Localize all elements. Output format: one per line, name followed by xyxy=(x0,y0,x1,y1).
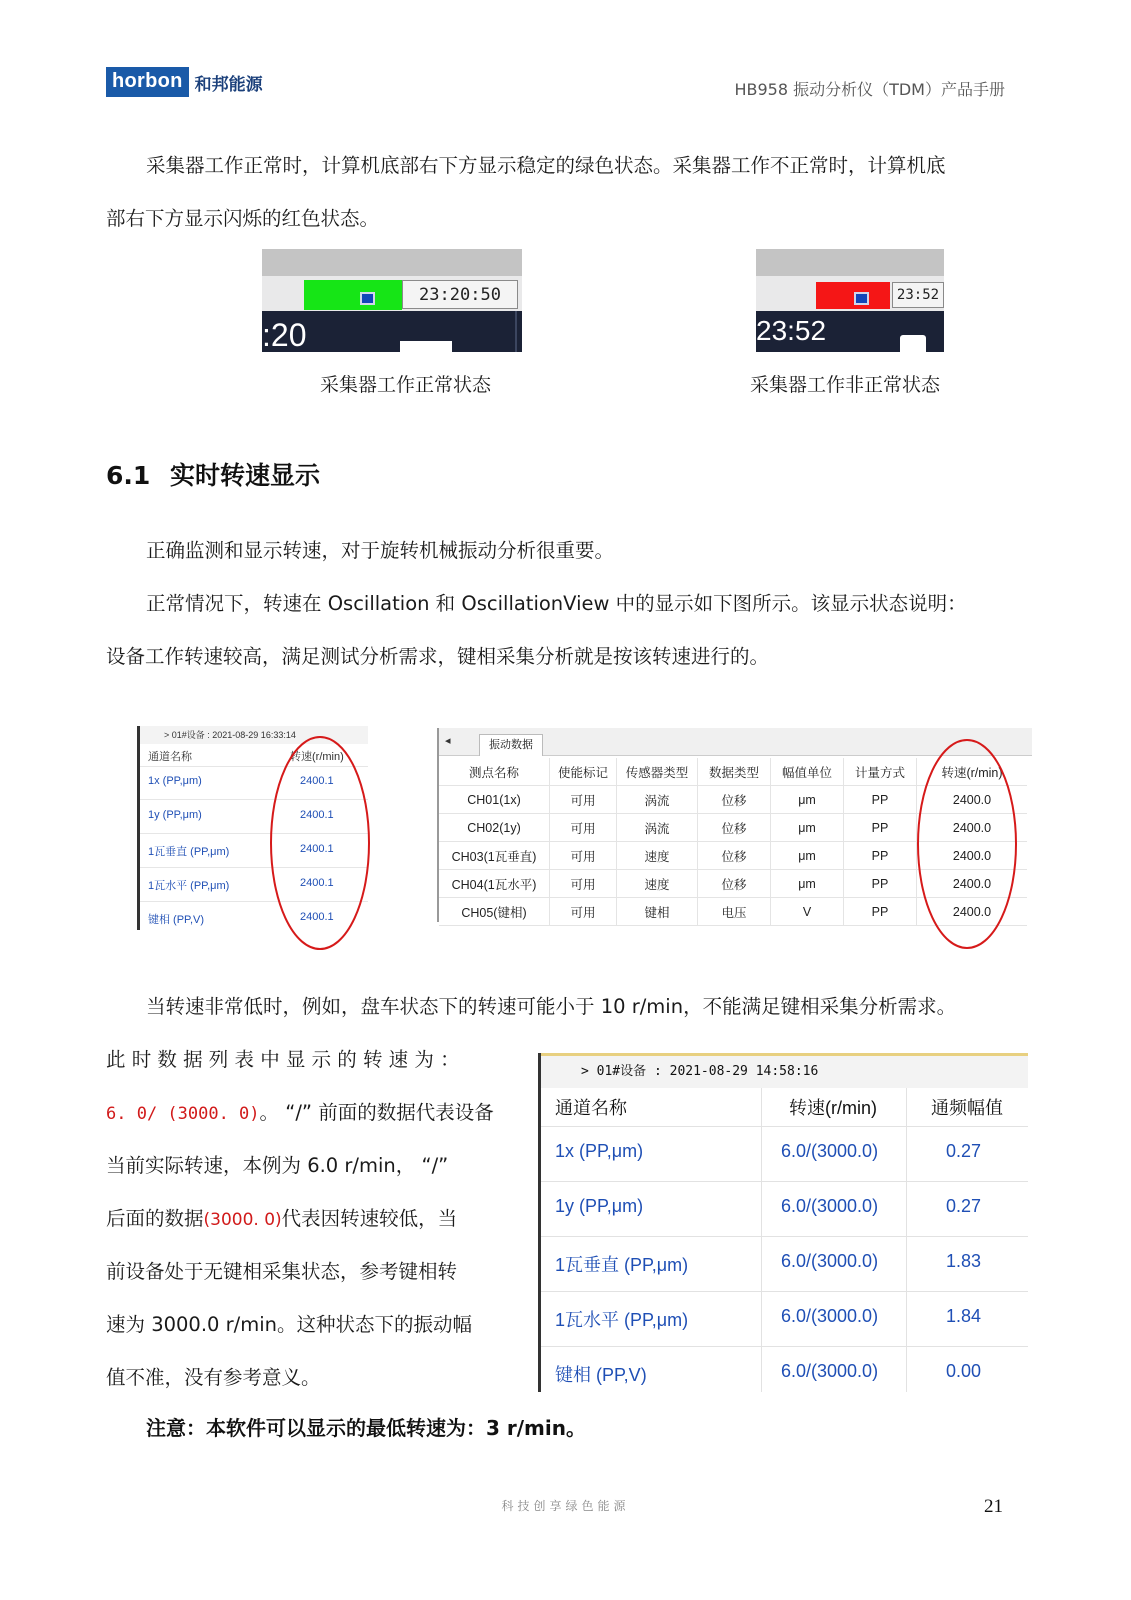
taskbar-clock: 23:20:50 xyxy=(402,280,518,309)
table-cell: CH04(1瓦水平) xyxy=(439,870,550,898)
device-header: > 01#设备 : 2021-08-29 14:58:16 xyxy=(541,1053,1028,1088)
table-cell: 可用 xyxy=(550,870,617,898)
leftcol-line-5: 前设备处于无键相采集状态，参考键相转 xyxy=(106,1260,458,1283)
table-cell: CH03(1瓦垂直) xyxy=(439,842,550,870)
table-cell: 速度 xyxy=(617,842,698,870)
paragraph-2a: 正常情况下，转速在 Oscillation 和 OscillationView 中的显示如下图所示。该显示状态说明： xyxy=(146,592,967,615)
table-cell: 1.84 xyxy=(946,1306,982,1326)
table-row[interactable] xyxy=(541,1236,1028,1292)
taskbar-normal-screenshot xyxy=(262,249,522,352)
table-cell: PP xyxy=(844,870,917,898)
table-cell: 2400.1 xyxy=(300,809,334,821)
table-cell: 位移 xyxy=(698,786,771,814)
collector-icon xyxy=(854,292,869,305)
table-cell: 键相 (PP,V) xyxy=(148,914,205,926)
table-cell: CH05(键相) xyxy=(439,898,550,926)
table-cell: 6.0/(3000.0) xyxy=(781,1196,879,1216)
company-logo xyxy=(106,66,263,98)
table-row[interactable] xyxy=(541,1181,1028,1237)
table-cell: CH01(1x) xyxy=(439,786,550,814)
table-cell: 1瓦垂直 (PP,μm) xyxy=(148,846,230,858)
section-number: 6.1 xyxy=(106,461,151,490)
desktop-time-fragment: :20 xyxy=(262,317,307,352)
table-cell: 键相 xyxy=(617,898,698,926)
leftcol-line-1: 此 时 数 据 列 表 中 显 示 的 转 速 为 ： xyxy=(106,1048,460,1071)
taskbar-abnormal-screenshot xyxy=(756,249,944,352)
scroll-left-icon[interactable]: ◂ xyxy=(445,735,451,747)
table-cell: 2400.0 xyxy=(917,870,1028,898)
logo-chinese-name: 和邦能源 xyxy=(194,74,263,95)
table-cell: μm xyxy=(771,786,844,814)
table-cell: μm xyxy=(771,842,844,870)
leftcol-line-4a: 后面的数据 xyxy=(106,1207,204,1230)
section-title: 实时转速显示 xyxy=(170,461,321,490)
table-cell: 6.0/(3000.0) xyxy=(781,1141,879,1161)
intro-line-2: 部右下方显示闪烁的红色状态。 xyxy=(106,207,380,230)
table-cell: 速度 xyxy=(617,870,698,898)
col-speed: 转速(r/min) xyxy=(290,751,344,763)
status-red-indicator xyxy=(816,282,890,309)
table-cell: 2400.1 xyxy=(300,843,334,855)
table-cell: 位移 xyxy=(698,870,771,898)
leftcol-line-2-text: 。 “/” 前面的数据代表设备 xyxy=(259,1101,494,1124)
table-cell: 6.0/(3000.0) xyxy=(781,1306,879,1326)
tab-vibration-data[interactable]: 振动数据 xyxy=(479,734,543,756)
table-cell: PP xyxy=(844,842,917,870)
device-header: > 01#设备 : 2021-08-29 16:33:14 xyxy=(140,726,368,744)
table-row[interactable] xyxy=(541,1346,1028,1401)
speed-value-highlight: 6. 0/ (3000. 0) xyxy=(106,1104,260,1124)
document-title: HB958 振动分析仪（TDM）产品手册 xyxy=(734,80,1005,99)
leftcol-line-4b: 代表因转速较低，当 xyxy=(281,1207,458,1230)
section-heading xyxy=(106,456,320,492)
paragraph-2b: 设备工作转速较高，满足测试分析需求，键相采集分析就是按该转速进行的。 xyxy=(106,645,770,668)
list-header xyxy=(541,1088,1028,1127)
table-cell: 2400.1 xyxy=(300,877,334,889)
table-row[interactable] xyxy=(541,1126,1028,1182)
table-cell: 键相 (PP,V) xyxy=(555,1365,647,1385)
leftcol-line-6: 速为 3000.0 r/min。这种状态下的振动幅 xyxy=(106,1313,472,1336)
table-row[interactable] xyxy=(541,1291,1028,1347)
status-green-indicator xyxy=(304,280,402,310)
table-cell: 测点名称 xyxy=(439,758,550,786)
footer-slogan: 科技创享绿色能源 xyxy=(501,1499,630,1513)
table-cell: CH02(1y) xyxy=(439,814,550,842)
notification-icon xyxy=(900,335,926,352)
table-cell: 2400.0 xyxy=(917,786,1028,814)
table-cell: 可用 xyxy=(550,814,617,842)
table-cell: μm xyxy=(771,870,844,898)
table-cell: PP xyxy=(844,898,917,926)
table-cell: 可用 xyxy=(550,786,617,814)
table-cell: 位移 xyxy=(698,814,771,842)
collector-icon xyxy=(360,292,375,305)
table-cell: 2400.1 xyxy=(300,775,334,787)
table-cell: 1x (PP,μm) xyxy=(148,775,202,787)
table-cell: 可用 xyxy=(550,898,617,926)
table-cell: 数据类型 xyxy=(698,758,771,786)
table-cell: 2400.0 xyxy=(917,898,1028,926)
caption-normal: 采集器工作正常状态 xyxy=(320,374,492,396)
table-cell: 1瓦垂直 (PP,μm) xyxy=(555,1255,689,1275)
table-cell: V xyxy=(771,898,844,926)
table-cell: 0.00 xyxy=(946,1361,982,1381)
table-cell: 幅值单位 xyxy=(771,758,844,786)
page-number: 21 xyxy=(984,1496,1003,1517)
note-text: 注意：本软件可以显示的最低转速为：3 r/min。 xyxy=(146,1416,586,1440)
caption-abnormal: 采集器工作非正常状态 xyxy=(750,374,941,396)
table-cell: 2400.1 xyxy=(300,911,334,923)
desktop-time-fragment: 23:52 xyxy=(756,315,827,346)
table-cell: 1瓦水平 (PP,μm) xyxy=(555,1310,689,1330)
table-cell: 可用 xyxy=(550,842,617,870)
speed-list-panel-low xyxy=(538,1053,1028,1392)
col-channel-name: 通道名称 xyxy=(148,751,192,763)
leftcol-line-2 xyxy=(106,1097,494,1125)
table-cell: 6.0/(3000.0) xyxy=(781,1361,879,1381)
table-cell: PP xyxy=(844,814,917,842)
table-cell: 1x (PP,μm) xyxy=(555,1141,644,1161)
table-cell: 2400.0 xyxy=(917,842,1028,870)
paragraph-1: 正确监测和显示转速，对于旋转机械振动分析很重要。 xyxy=(146,539,615,562)
table-cell: 位移 xyxy=(698,842,771,870)
table-cell: 0.27 xyxy=(946,1196,982,1216)
table-cell: 1y (PP,μm) xyxy=(148,809,202,821)
table-cell: 1y (PP,μm) xyxy=(555,1196,644,1216)
table-cell: 1.83 xyxy=(946,1251,982,1271)
table-cell: 2400.0 xyxy=(917,814,1028,842)
highlight-ellipse xyxy=(266,732,376,954)
paragraph-3: 当转速非常低时，例如，盘车状态下的转速可能小于 10 r/min，不能满足键相采集分析需求。 xyxy=(146,995,957,1018)
table-cell: μm xyxy=(771,814,844,842)
table-cell: PP xyxy=(844,786,917,814)
table-cell: 6.0/(3000.0) xyxy=(781,1251,879,1271)
table-cell: 转速(r/min) xyxy=(917,758,1028,786)
table-cell: 0.27 xyxy=(946,1141,982,1161)
highlight-ellipse xyxy=(914,736,1022,954)
leftcol-line-4 xyxy=(106,1203,457,1231)
taskbar-clock: 23:52 xyxy=(892,282,944,308)
reference-speed-highlight: (3000. 0) xyxy=(203,1210,282,1230)
table-cell: 通道名称 xyxy=(555,1098,627,1118)
logo-wordmark: horbon xyxy=(106,67,189,97)
table-cell: 涡流 xyxy=(617,814,698,842)
leftcol-line-7: 值不准，没有参考意义。 xyxy=(106,1366,321,1389)
table-cell: 转速(r/min) xyxy=(789,1098,877,1118)
table-cell: 1瓦水平 (PP,μm) xyxy=(148,880,230,892)
table-cell: 涡流 xyxy=(617,786,698,814)
table-cell: 计量方式 xyxy=(844,758,917,786)
table-cell: 传感器类型 xyxy=(617,758,698,786)
table-cell: 通频幅值 xyxy=(931,1098,1003,1118)
table-cell: 使能标记 xyxy=(550,758,617,786)
leftcol-line-3: 当前实际转速，本例为 6.0 r/min， “/” xyxy=(106,1154,449,1177)
intro-line-1: 采集器工作正常时，计算机底部右下方显示稳定的绿色状态。采集器工作不正常时，计算机底 xyxy=(146,154,946,177)
table-cell: 电压 xyxy=(698,898,771,926)
